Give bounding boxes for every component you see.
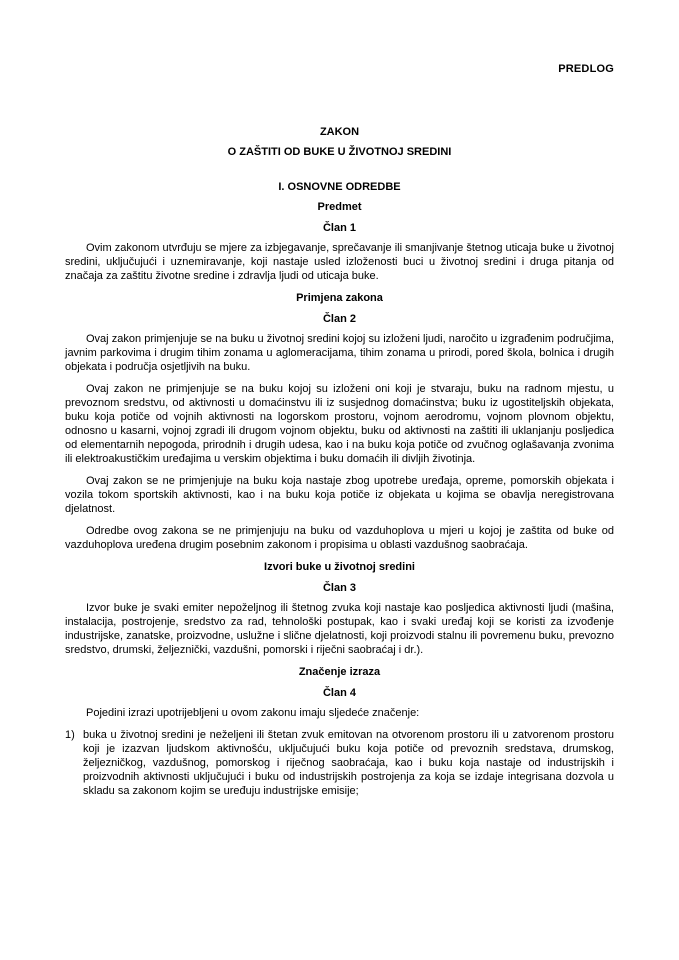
article-number: Član 4 [322,687,356,699]
list-item-number: 1) [65,729,75,741]
list-item [65,728,614,798]
article-subheading: Značenje izraza [298,666,381,678]
article-subheading: Predmet [317,201,362,213]
paragraph: Ovaj zakon primjenjuje se na buku u životnoj sredini kojoj su izloženi ljudi, naročito u izgrađenim područjima, javnim parkovima i drugim tihim zonama u aglomeracijama, tihim zonama u prirodi, pored škola, bolnica i drugih objekata i područja osjetljivih na buku. [65,333,614,373]
article-number: Član 3 [322,582,356,594]
article-number: Član 1 [322,222,356,234]
law-subtitle: O ZAŠTITI OD BUKE U ŽIVOTNOJ SREDINI [227,146,452,158]
definition-list [65,728,614,798]
law-title: ZAKON [319,126,360,138]
paragraph: Odredbe ovog zakona se ne primjenjuju na buku od vazduhoplova u mjeri u kojoj je zaštita od buke od vazduhoplova uređena drugim posebnim zakonom i propisima u oblasti vazdušnog saobraćaja. [65,525,614,551]
paragraph: Ovaj zakon ne primjenjuje se na buku kojoj su izloženi oni koji je stvaraju, buku na radnom mjestu, u prevoznom sredstvu, od aktivnosti u domaćinstvu ili iz susjednog domaćinstva; buku iz ugostiteljskih objekata, buku koja potiče od vojnih aktivnosti na logorskom prostoru, vojnom aerodromu, vojnom plovnom objektu, odnosno u kasarni, vojnoj zgradi ili drugom vojnom objektu, buku od aktivnosti na zaštiti ili uklanjanju posljedica od elementarnih nepogoda, prirodnih i drugih udesa, kao i na buku koja potiče od zvučnog oglašavanja zvonima ili elektroakustičkim uređajima u verskim objektima i buku domaćih ili divljih životinja. [65,383,614,465]
paragraph: Ovaj zakon se ne primjenjuje na buku koja nastaje zbog upotrebe uređaja, opreme, pomorskih objekata i vozila tokom sportskih aktivnosti, kao i na buku koja potiče iz objekata u kojima se obavlja neregistrovana djelatnost. [65,475,614,515]
article-subheading: Izvori buke u životnoj sredini [264,561,415,573]
list-item-text: buka u životnoj sredini je neželjeni ili štetan zvuk emitovan na otvorenom prostoru ili u zatvorenom prostoru koji je izazvan ljudskom aktivnošću, uključujući buku koja potiče od prevoznih sredstava, drumskog, željezničkog, vazdušnog, pomorskog i riječnog saobraćaja, kao i buku koja nastaje od industrijskih i proizvodnih aktivnosti uključujući i buku od industrijskih postrojenja za koja se izdaje integrisana dozvola u skladu sa zakonom kojim se uređuju industrijske emisije; [83,729,614,797]
document-body [65,125,614,798]
article-number: Član 2 [322,313,356,325]
paragraph: Izvor buke je svaki emiter nepoželjnog ili štetnog zvuka koji nastaje kao posljedica aktivnosti ljudi (mašina, instalacija, postrojenje, sredstvo za rad, tehnološki postupak, kao i svaki uređaj koji se koristi za izvođenje industrijske, zanatske, proizvodne, uslužne i slične djelatnosti, koji proizvodi stalnu ili povremenu buku, prevozno sredstvo, drumski, željeznički, vazdušni, pomorski i riječni saobraćaj i dr.). [65,602,614,656]
paragraph: Pojedini izrazi upotrijebljeni u ovom zakonu imaju sljedeće značenje: [86,707,420,719]
predlog-label: PREDLOG [558,63,614,75]
article-subheading: Primjena zakona [296,292,383,304]
section-heading: I. OSNOVNE ODREDBE [278,181,401,193]
paragraph: Ovim zakonom utvrđuju se mjere za izbjegavanje, sprečavanje ili smanjivanje štetnog uticaja buke u životnoj sredini, uključujući i uznemiravanje, koji nastaje usled izloženosti buci u životnoj sredini i druga pitanja od značaja za zaštitu životne sredine i zdravlja ljudi od uticaja buke. [65,242,614,282]
